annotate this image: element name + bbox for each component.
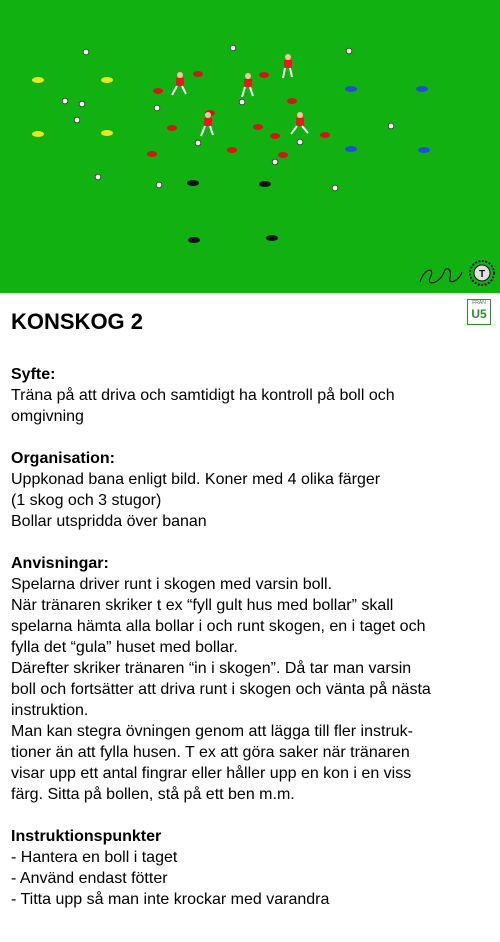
heading-syfte: Syfte: xyxy=(11,366,56,383)
anvisningar-line: boll och fortsätter att driva runt i skogen och vänta på nästa xyxy=(11,681,431,698)
anvisningar-line: visar upp ett antal fingrar eller håller upp en kon i en viss xyxy=(11,765,412,782)
instruktion-line: - Hantera en boll i taget xyxy=(11,849,178,866)
syfte-line: Träna på att driva och samtidigt ha kontroll på boll och xyxy=(11,387,395,404)
anvisningar-line: Spelarna driver runt i skogen med varsin boll. xyxy=(11,576,333,593)
page-title: KONSKOG 2 xyxy=(11,309,144,334)
anvisningar-line: spelarna hämta alla bollar i och runt skogen, en i taget och xyxy=(11,618,426,635)
age-badge xyxy=(467,299,491,325)
anvisningar-line: fylla det “gula” huset med bollar. xyxy=(11,639,238,656)
instruktion-line: - Titta upp så man inte krockar med varandra xyxy=(11,891,330,908)
organisation-line: Uppkonad bana enligt bild. Koner med 4 olika färger xyxy=(11,471,381,488)
grass-area xyxy=(0,0,500,293)
anvisningar-line: När tränaren skriker t ex “fyll gult hus med bollar” skall xyxy=(11,597,394,614)
svg-text:T: T xyxy=(478,269,486,280)
anvisningar-line: färg. Sitta på bollen, stå på ett ben m.m. xyxy=(11,786,295,803)
age-badge-label: FRÅN xyxy=(472,300,486,306)
training-field-diagram xyxy=(0,0,500,293)
organisation-line: (1 skog och 3 stugor) xyxy=(11,492,162,509)
organisation-line: Bollar utspridda över banan xyxy=(11,513,207,530)
heading-anvisningar: Anvisningar: xyxy=(11,555,109,572)
anvisningar-line: instruktion. xyxy=(11,702,89,719)
anvisningar-line: Man kan stegra övningen genom att lägga till fler instruk- xyxy=(11,723,413,740)
syfte-line: omgivning xyxy=(11,408,84,425)
instruktion-line: - Använd endast fötter xyxy=(11,870,168,887)
anvisningar-line: tioner än att fylla husen. T ex att göra saker när tränaren xyxy=(11,744,410,761)
age-badge-value: U5 xyxy=(471,307,487,321)
heading-instruktionspunkter: Instruktionspunkter xyxy=(11,828,162,845)
description-content xyxy=(11,364,491,910)
heading-organisation: Organisation: xyxy=(11,450,116,467)
anvisningar-line: Därefter skriker tränaren “in i skogen”. Då tar man varsin xyxy=(11,660,412,677)
